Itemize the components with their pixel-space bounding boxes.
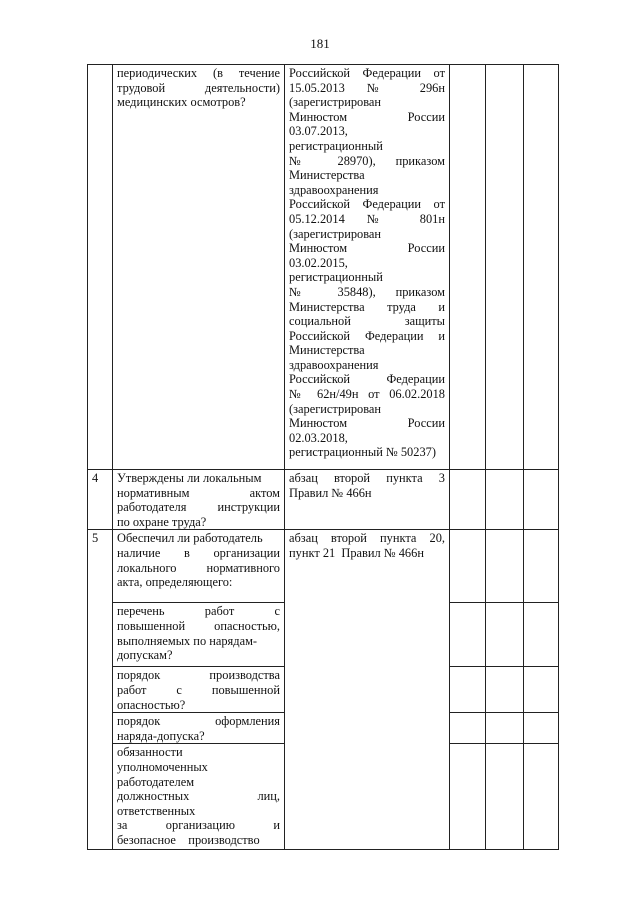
- text-line: 05.12.2014 № 801н: [289, 211, 445, 226]
- text-line: нормативным актом: [117, 485, 280, 500]
- text-line: Министерства: [289, 343, 365, 358]
- text-line: (зарегистрирован: [289, 226, 382, 241]
- text-line: Минюстом России: [289, 109, 445, 124]
- text-line: Минюстом России: [289, 416, 445, 431]
- text-line: 15.05.2013 № 296н: [289, 80, 445, 95]
- text-line: 03.02.2015,: [289, 255, 348, 270]
- text-line: № 28970), приказом: [289, 153, 445, 168]
- answer-no-cell: [486, 603, 524, 667]
- row-number: [88, 65, 113, 470]
- text-line: 02.03.2018,: [289, 430, 348, 445]
- question-cell: [113, 65, 285, 470]
- text-line: 03.07.2013,: [289, 124, 348, 139]
- text-line: № 62н/49н от 06.02.2018: [289, 387, 445, 402]
- text-line: обязанности: [117, 745, 183, 760]
- answer-na-cell: [524, 713, 559, 744]
- table-row: [88, 470, 559, 530]
- text-line: регистрационный: [289, 270, 383, 285]
- page-number: 181: [310, 36, 330, 51]
- answer-na-cell: [524, 667, 559, 713]
- answer-yes-cell: [450, 470, 486, 530]
- text-line: Обеспечил ли работодатель: [117, 531, 263, 546]
- answer-na-cell: [524, 470, 559, 530]
- question-cell: [113, 667, 285, 713]
- answer-no-cell: [486, 713, 524, 744]
- text-line: работодателя инструкции: [117, 500, 280, 515]
- text-line: Российской Федерации: [289, 372, 445, 387]
- text-line: за организацию и: [117, 818, 280, 833]
- text-line: порядок оформления: [117, 714, 280, 729]
- table-row: [88, 65, 559, 470]
- text-line: акта, определяющего:: [117, 575, 233, 590]
- text-line: Российской Федерации от: [289, 197, 445, 212]
- text-line: регистрационный № 50237): [289, 445, 436, 460]
- legal-basis-cell: [285, 470, 450, 530]
- answer-no-cell: [486, 744, 524, 850]
- text-line: ответственных: [117, 803, 196, 818]
- text-line: по охране труда?: [117, 514, 207, 529]
- checklist-table: [87, 64, 559, 850]
- text-line: допускам?: [117, 648, 173, 663]
- text-line: здравоохранения: [289, 357, 379, 372]
- text-line: медицинских осмотров?: [117, 95, 246, 110]
- text-line: абзац второй пункта 20,: [289, 531, 445, 546]
- text-line: наряда-допуска?: [117, 728, 205, 743]
- answer-no-cell: [486, 530, 524, 603]
- question-cell: [113, 713, 285, 744]
- text-line: Правил № 466н: [289, 485, 372, 500]
- text-line: перечень работ с: [117, 604, 280, 619]
- answer-na-cell: [524, 65, 559, 470]
- question-cell: [113, 530, 285, 603]
- answer-yes-cell: [450, 713, 486, 744]
- text-line: Министерства: [289, 168, 365, 183]
- text-line: Утверждены ли локальным: [117, 471, 262, 485]
- text-line: Российской Федерации от: [289, 66, 445, 80]
- text-line: безопасное производство: [117, 832, 260, 847]
- answer-na-cell: [524, 744, 559, 850]
- answer-no-cell: [486, 65, 524, 470]
- text-line: повышенной опасностью,: [117, 618, 280, 633]
- answer-no-cell: [486, 667, 524, 713]
- text-line: Минюстом России: [289, 241, 445, 256]
- answer-yes-cell: [450, 603, 486, 667]
- answer-yes-cell: [450, 65, 486, 470]
- answer-yes-cell: [450, 530, 486, 603]
- legal-basis-cell: [285, 530, 450, 850]
- text-line: уполномоченных: [117, 759, 208, 774]
- text-line: Российской Федерации и: [289, 328, 445, 343]
- text-line: выполняемых по нарядам-: [117, 633, 258, 648]
- text-line: здравоохранения: [289, 182, 379, 197]
- text-line: регистрационный: [289, 138, 383, 153]
- answer-no-cell: [486, 470, 524, 530]
- text-line: трудовой деятельности): [117, 80, 280, 95]
- text-line: опасностью?: [117, 697, 186, 712]
- text-line: порядок производства: [117, 668, 280, 683]
- text-line: должностных лиц,: [117, 789, 280, 804]
- row-number: 4: [88, 470, 113, 530]
- answer-yes-cell: [450, 667, 486, 713]
- text-line: (зарегистрирован: [289, 95, 382, 110]
- legal-basis-cell: [285, 65, 450, 470]
- answer-na-cell: [524, 530, 559, 603]
- text-line: Министерства труда и: [289, 299, 445, 314]
- text-line: социальной защиты: [289, 314, 445, 329]
- text-line: локального нормативного: [117, 560, 280, 575]
- text-line: наличие в организации: [117, 545, 280, 560]
- answer-yes-cell: [450, 744, 486, 850]
- text-line: работ с повышенной: [117, 682, 280, 697]
- question-cell: [113, 470, 285, 530]
- question-cell: [113, 603, 285, 667]
- answer-na-cell: [524, 603, 559, 667]
- row-number: 5: [88, 530, 113, 850]
- text-line: (зарегистрирован: [289, 401, 382, 416]
- text-line: пункт 21 Правил № 466н: [289, 545, 424, 560]
- text-line: периодических (в течение: [117, 66, 280, 80]
- text-line: работодателем: [117, 774, 195, 789]
- text-line: абзац второй пункта 3: [289, 471, 445, 485]
- text-line: № 35848), приказом: [289, 284, 445, 299]
- question-cell: [113, 744, 285, 850]
- table-row: [88, 530, 559, 603]
